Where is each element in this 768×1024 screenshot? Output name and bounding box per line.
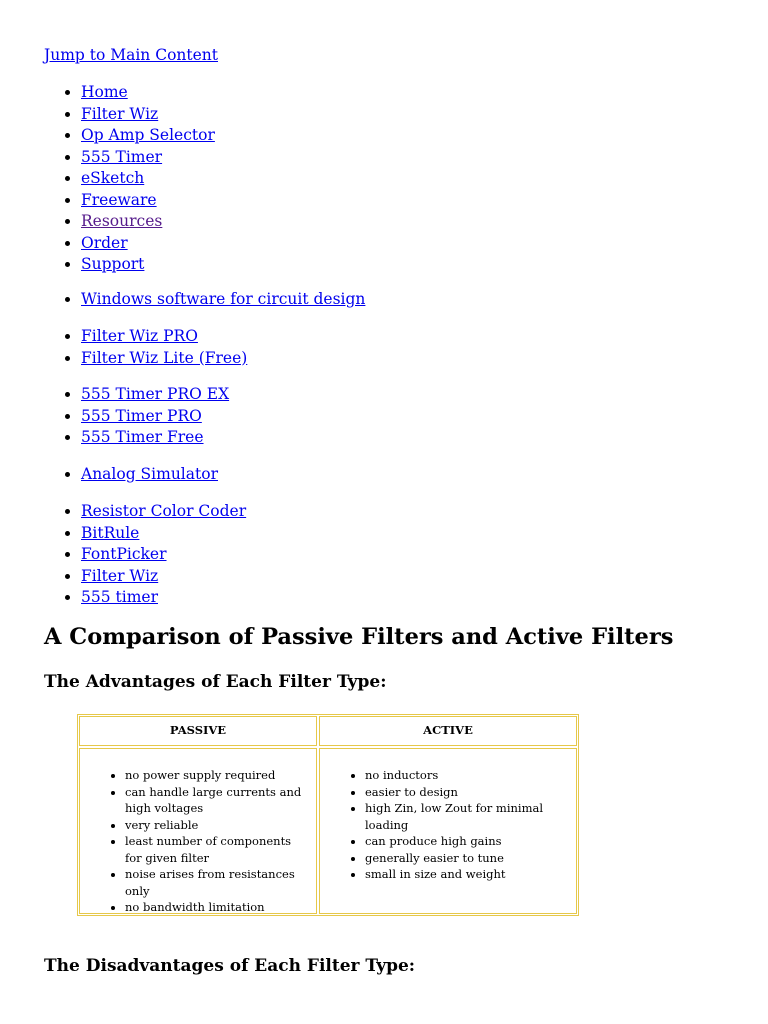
list-item: • least number of components for given filter <box>125 833 310 866</box>
list-item: • no bandwidth limitation <box>125 899 310 916</box>
nav-link-home[interactable]: Home <box>81 83 128 101</box>
nav-item-resistor-color-coder <box>81 501 246 523</box>
nav-link-esketch[interactable]: eSketch <box>81 169 145 187</box>
nav-item-esketch <box>81 168 215 190</box>
active-header: ACTIVE <box>319 716 577 746</box>
passive-advantages-list <box>80 749 316 916</box>
active-advantages-cell <box>319 748 577 914</box>
nav-link-fontpicker[interactable]: FontPicker <box>81 545 167 563</box>
nav-item-filter-wiz-free <box>81 566 246 588</box>
nav-link-filter-wiz-pro[interactable]: Filter Wiz PRO <box>81 327 198 345</box>
list-item: • small in size and weight <box>365 866 570 883</box>
skip-to-main-link[interactable]: Jump to Main Content <box>44 46 218 64</box>
list-item: • generally easier to tune <box>365 850 570 867</box>
nav-link-555-timer-freeware[interactable]: 555 timer <box>81 588 158 606</box>
simulator-nav <box>0 464 218 486</box>
nav-item-555-timer-free <box>81 427 229 449</box>
nav-item-filter-wiz-lite <box>81 348 247 370</box>
nav-item-fontpicker <box>81 544 246 566</box>
nav-item-555-timer-pro-ex <box>81 384 229 406</box>
nav-link-filter-wiz-lite[interactable]: Filter Wiz Lite (Free) <box>81 348 248 367</box>
nav-item-order <box>81 233 215 255</box>
nav-link-555-timer-free[interactable]: 555 Timer Free <box>81 428 204 446</box>
nav-link-bitrule[interactable]: BitRule <box>81 523 140 542</box>
nav-item-home <box>81 82 215 104</box>
list-item: • high Zin, low Zout for minimal loading <box>365 800 570 833</box>
freeware-nav <box>0 501 246 609</box>
nav-item-freeware <box>81 190 215 212</box>
nav-item-resources <box>81 211 215 233</box>
nav-item-analog-simulator <box>81 464 218 486</box>
nav-link-filter-wiz-free[interactable]: Filter Wiz <box>81 566 159 585</box>
filter-wiz-nav <box>0 326 247 369</box>
software-nav <box>0 289 365 311</box>
nav-link-windows-software[interactable]: Windows software for circuit design <box>81 290 366 308</box>
nav-item-555-timer <box>81 147 215 169</box>
main-nav <box>0 82 215 276</box>
nav-link-analog-simulator[interactable]: Analog Simulator <box>81 465 218 483</box>
list-item: • can produce high gains <box>365 833 570 850</box>
list-item: • noise arises from resistances only <box>125 866 310 899</box>
comparison-table <box>77 714 579 916</box>
list-item: • no power supply required <box>125 767 310 784</box>
nav-link-555-timer[interactable]: 555 Timer <box>81 147 163 166</box>
nav-item-windows-software <box>81 289 365 311</box>
passive-header: PASSIVE <box>79 716 317 746</box>
list-item: • easier to design <box>365 784 570 801</box>
nav-link-op-amp-selector[interactable]: Op Amp Selector <box>81 126 215 144</box>
nav-item-555-timer-pro <box>81 406 229 428</box>
nav-link-filter-wiz[interactable]: Filter Wiz <box>81 104 159 123</box>
disadvantages-heading: The Disadvantages of Each Filter Type: <box>44 956 416 976</box>
nav-link-resistor-color-coder[interactable]: Resistor Color Coder <box>81 502 247 520</box>
nav-item-555-timer-freeware <box>81 587 246 609</box>
nav-link-order[interactable]: Order <box>81 233 128 252</box>
page-title: A Comparison of Passive Filters and Active Filters <box>44 624 674 650</box>
nav-link-freeware[interactable]: Freeware <box>81 190 157 209</box>
active-advantages-list <box>320 749 576 883</box>
nav-link-support[interactable]: Support <box>81 255 145 273</box>
list-item: • can handle large currents and high voltages <box>125 784 310 817</box>
nav-item-bitrule <box>81 523 246 545</box>
list-item: • no inductors <box>365 767 570 784</box>
nav-item-filter-wiz <box>81 104 215 126</box>
nav-item-op-amp-selector <box>81 125 215 147</box>
nav-link-555-timer-pro-ex[interactable]: 555 Timer PRO EX <box>81 385 230 403</box>
timer-nav <box>0 384 229 449</box>
list-item: • very reliable <box>125 817 310 834</box>
nav-link-resources[interactable]: Resources <box>81 212 163 230</box>
nav-item-support <box>81 254 215 276</box>
nav-item-filter-wiz-pro <box>81 326 247 348</box>
passive-advantages-cell <box>79 748 317 914</box>
nav-link-555-timer-pro[interactable]: 555 Timer PRO <box>81 406 202 425</box>
advantages-heading: The Advantages of Each Filter Type: <box>44 672 387 692</box>
